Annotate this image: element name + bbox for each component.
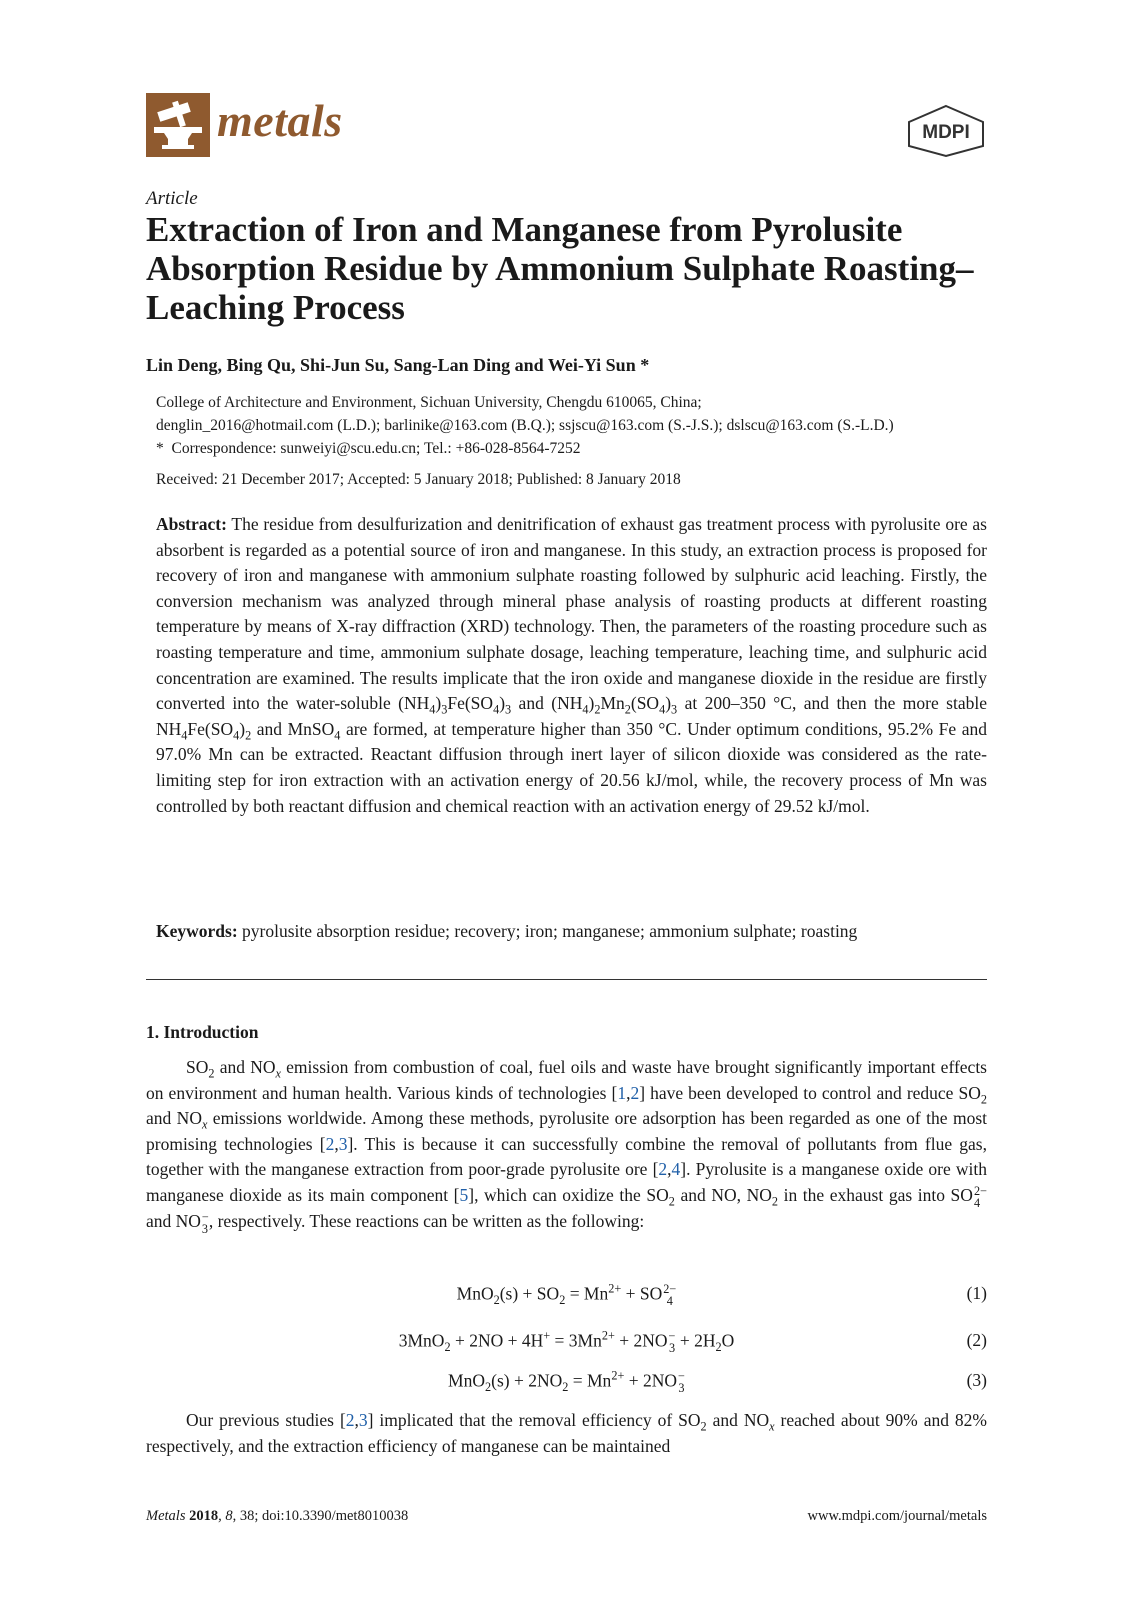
correspondence: [156, 437, 581, 460]
abstract-label: Abstract:: [156, 514, 227, 534]
journal-url[interactable]: www.mdpi.com/journal/metals: [807, 1508, 987, 1524]
equation-number: (2): [966, 1330, 987, 1350]
body-paragraph: $SO_2$ and $NO_x$ emission from combustion of coal, fuel oils and waste have brought significantly important effects on environment and human health. Various kinds of technologies [1,2] have been developed to control and reduce $SO_2$ and $NO_x$ emissions worldwide. Among these methods, pyrolusite ore adsorption has been regarded as one of the most promising technologies [2,3]. This is because it can successfully combine the removal of pollutants from flue gas, together with the manganese extraction from poor-grade pyrolusite ore [2,4]. Pyrolusite is a manganese oxide ore with manganese dioxide as its main component [5], which can oxidize the $SO_2$ and NO, $NO_2$ in the exhaust gas into SO 2− 4 and NO − 3 , respectively. These reactions can be written as the following:: [146, 1057, 987, 1237]
body-paragraph: Our previous studies [2,3] implicated that the removal efficiency of $SO_2$ and $NO_x$ reached about 90% and 82% respectively, and the extraction efficiency of manganese can be maintained: [146, 1410, 987, 1456]
equation-1: $MnO_2(s) + SO_2 = Mn^{2+}$ + SO 2− 4 (1): [456, 1281, 987, 1309]
equation-3: $MnO_2(s) + 2NO_2 = Mn^{2+} + 2NO$ − 3 (3): [448, 1368, 987, 1396]
citation-link[interactable]: 2: [658, 1159, 668, 1180]
citation-link[interactable]: 5: [459, 1184, 469, 1205]
affiliation: College of Architecture and Environment, Sichuan University, Chengdu 610065, China;: [156, 394, 702, 411]
citation-link[interactable]: 3: [338, 1133, 348, 1154]
journal-name: metals: [217, 95, 343, 146]
keywords-text: pyrolusite absorption residue; recovery; iron; manganese; ammonium sulphate; roasting: [237, 921, 858, 941]
equation-number: (1): [966, 1283, 987, 1303]
publisher-name: MDPI: [922, 122, 970, 143]
equation-number: (3): [966, 1370, 987, 1390]
author-list: Lin Deng, Bing Qu, Shi-Jun Su, Sang-Lan Ding and Wei-Yi Sun *: [146, 355, 650, 375]
correspondence-text: Correspondence: sunweiyi@scu.edu.cn; Tel.: +86-028-8564-7252: [171, 440, 581, 457]
citation-link[interactable]: 2: [325, 1133, 335, 1154]
citation-link[interactable]: 3: [358, 1410, 368, 1430]
publication-dates: Received: 21 December 2017; Accepted: 5 January 2018; Published: 8 January 2018: [156, 471, 681, 488]
journal-logo: [146, 93, 210, 157]
equation-2: $3MnO_2 + 2NO + 4H^+ = 3Mn^{2+} + 2NO$ − 3 + $2H_2O$ (2): [398, 1328, 987, 1356]
section-heading: 1. Introduction: [146, 1022, 259, 1042]
section-divider: [146, 979, 987, 980]
article-type: Article: [146, 188, 198, 209]
citation-footer: Metals 2018, 8, 38; doi:10.3390/met8010038: [146, 1508, 409, 1524]
publisher-logo: [905, 104, 987, 158]
citation-link[interactable]: 1: [617, 1082, 627, 1103]
author-emails: denglin_2016@hotmail.com (L.D.); barlinike@163.com (B.Q.); ssjscu@163.com (S.-J.S.); dslscu@163.com (S.-L.D.): [156, 417, 894, 434]
correspondence-marker: *: [156, 440, 164, 457]
keywords: [156, 921, 987, 942]
article-title: Extraction of Iron and Manganese from Pyrolusite Absorption Residue by Ammonium Sulphate Roasting–Leaching Process: [146, 210, 974, 327]
anvil-hammer-icon: [146, 93, 210, 157]
abstract: Abstract: The residue from desulfurization and denitrification of exhaust gas treatment process with pyrolusite ore as absorbent is regarded as a potential source of iron and manganese. In this study, an extraction process is proposed for recovery of iron and manganese with ammonium sulphate roasting followed by sulphuric acid leaching. Firstly, the conversion mechanism was analyzed through mineral phase analysis of roasting products at different roasting temperature by means of X-ray diffraction (XRD) technology. Then, the parameters of the roasting procedure such as roasting temperature and time, ammonium sulphate dosage, leaching temperature, leaching time, and sulphuric acid concentration are examined. The results implicate that the iron oxide and manganese dioxide in the residue are firstly converted into the water-soluble $(NH_4)_3Fe(SO_4)_3$ and $(NH_4)_2Mn_2(SO_4)_3$ at 200–350 °C, and then the more stable $NH_4Fe(SO_4)_2$ and MnSO$_4$ are formed, at temperature higher than 350 °C. Under optimum conditions, 95.2% Fe and 97.0% Mn can be extracted. Reactant diffusion through inert layer of silicon dioxide was considered as the rate-limiting step for iron extraction with an activation energy of 20.56 kJ/mol, while, the recovery process of Mn was controlled by both reactant diffusion and chemical reaction with an activation energy of 29.52 kJ/mol.: [156, 514, 987, 816]
keywords-label: Keywords:: [156, 921, 238, 941]
citation-link[interactable]: 2: [345, 1410, 355, 1430]
citation-link[interactable]: 4: [671, 1159, 681, 1180]
citation-link[interactable]: 2: [630, 1082, 640, 1103]
